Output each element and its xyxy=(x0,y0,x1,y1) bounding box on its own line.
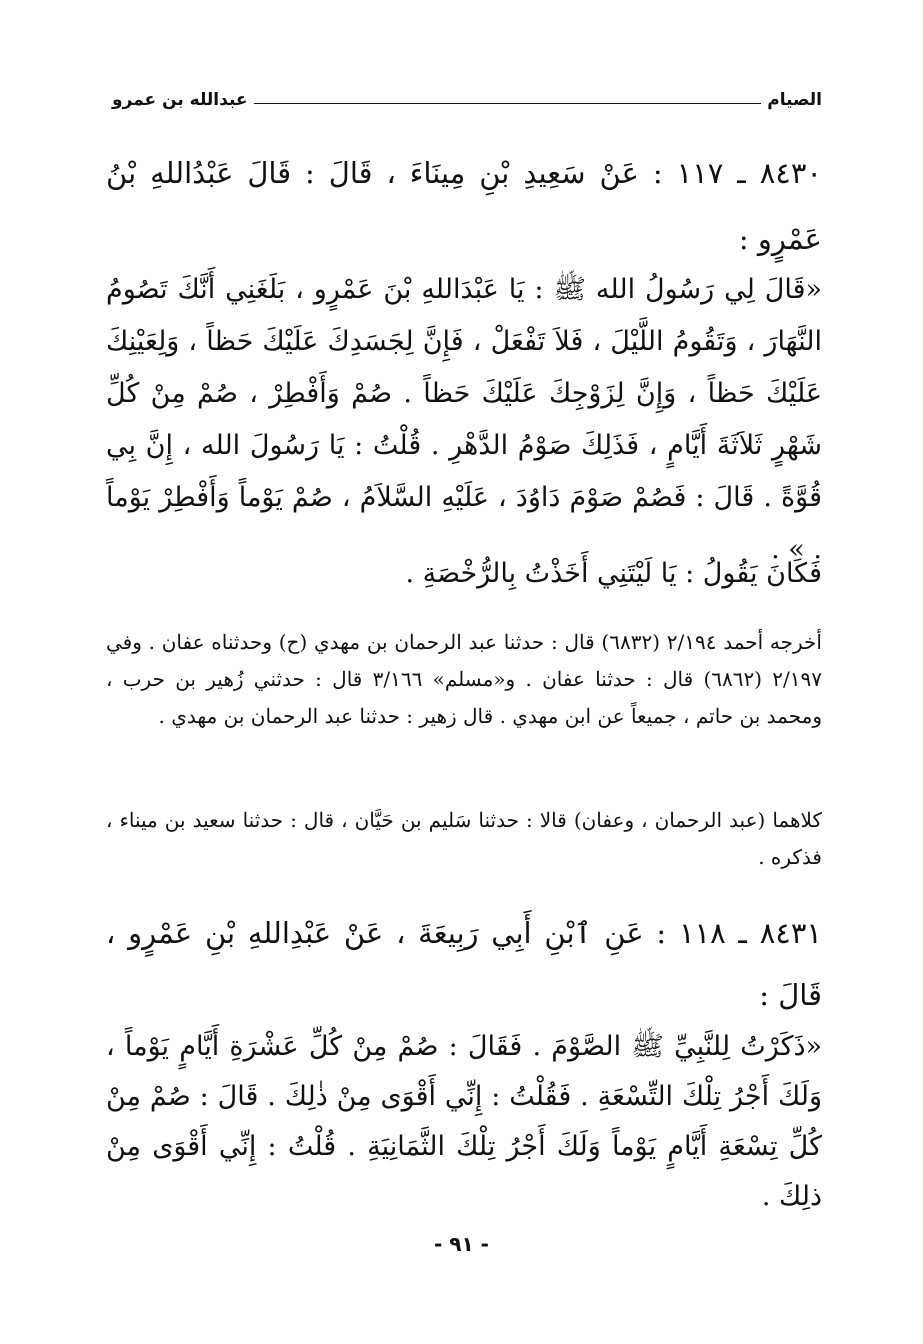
hadith-118-heading: ٨٤٣١ ـ ١١٨ : عَنِ ٱبْنِ أَبِي رَبِيعَةَ ، عَنْ عَبْدِاللهِ بْنِ عَمْرٍو ، قَالَ : xyxy=(106,916,822,1012)
takhrij-paragraph-1: أخرجه أحمد ٢/١٩٤ (٦٨٣٢) قال : حدثنا عبد الرحمان بن مهدي (ح) وحدثناه عفان . وفي ٢/١٩٧ (٦٨٦٢) قال : حدثنا عفان . و«مسلم» ٣/١٦٦ قال : حدثني زُهير بن حرب ، ومحمد بن حاتم ، جميعاً عن ابن مهدي . قال زهير : حدثنا عبد الرحمان بن مهدي . xyxy=(106,630,822,728)
hadith-117-heading: ٨٤٣٠ ـ ١١٧ : عَنْ سَعِيدِ بْنِ مِينَاءَ ، قَالَ : قَالَ عَبْدُاللهِ بْنُ عَمْرٍو : xyxy=(106,156,822,256)
header-rule xyxy=(254,103,762,104)
hadith-117-text: «قَالَ لِي رَسُولُ الله ﷺ : يَا عَبْدَاللهِ بْنَ عَمْرٍو ، بَلَغَنِي أَنَّكَ تَصُومُ النَّهَارَ ، وَتَقُومُ اللَّيْلَ ، فَلاَ تَفْعَلْ ، فَإِنَّ لِجَسَدِكَ عَلَيْكَ حَظاً ، وَلِعَيْنِكَ عَلَيْكَ حَظاً ، وَإِنَّ لِزَوْجِكَ عَلَيْكَ حَظاً . صُمْ وَأَفْطِرْ ، صُمْ مِنْ كُلِّ شَهْرٍ ثَلاَثَةَ أَيَّامٍ ، فَذَلِكَ صَوْمُ الدَّهْرِ . قُلْتُ : يَا رَسُولَ الله ، إِنَّ بِي قُوَّةً . قَالَ : فَصُمْ صَوْمَ دَاوُدَ ، عَلَيْهِ السَّلاَمُ ، صُمْ يَوْماً وَأَفْطِرْ يَوْماً . » . xyxy=(106,274,823,565)
chapter-title: الصيام xyxy=(767,90,822,110)
hadith-118-text: «ذَكَرْتُ لِلنَّبِيِّ ﷺ الصَّوْمَ . فَقَالَ : صُمْ مِنْ كُلِّ عَشْرَةِ أَيَّامٍ يَوْماً ، وَلَكَ أَجْرُ تِلْكَ التِّسْعَةِ . فَقُلْتُ : إِنِّي أَقْوَى مِنْ ذٰلِكَ . قَالَ : صُمْ مِنْ كُلِّ تِسْعَةِ أَيَّامٍ يَوْماً وَلَكَ أَجْرُ تِلْكَ الثَّمَانِيَةِ . قُلْتُ : إِنِّي أَقْوَى مِنْ ذلِكَ . xyxy=(106,1031,822,1212)
hadith-117-closing: فَكَانَ يَقُولُ : يَا لَيْتَنِي أَخَذْتُ بِالرُّخْصَةِ . xyxy=(405,558,822,589)
running-header xyxy=(112,86,822,114)
page-number: - ٩١ - xyxy=(434,1232,489,1256)
takhrij-paragraph-2: كلاهما (عبد الرحمان ، وعفان) قالا : حدثنا سَليم بن حَيَّان ، قال : حدثنا سعيد بن ميناء ، فذكره . xyxy=(106,808,822,869)
narrator-title: عبدالله بن عمرو xyxy=(112,90,248,110)
